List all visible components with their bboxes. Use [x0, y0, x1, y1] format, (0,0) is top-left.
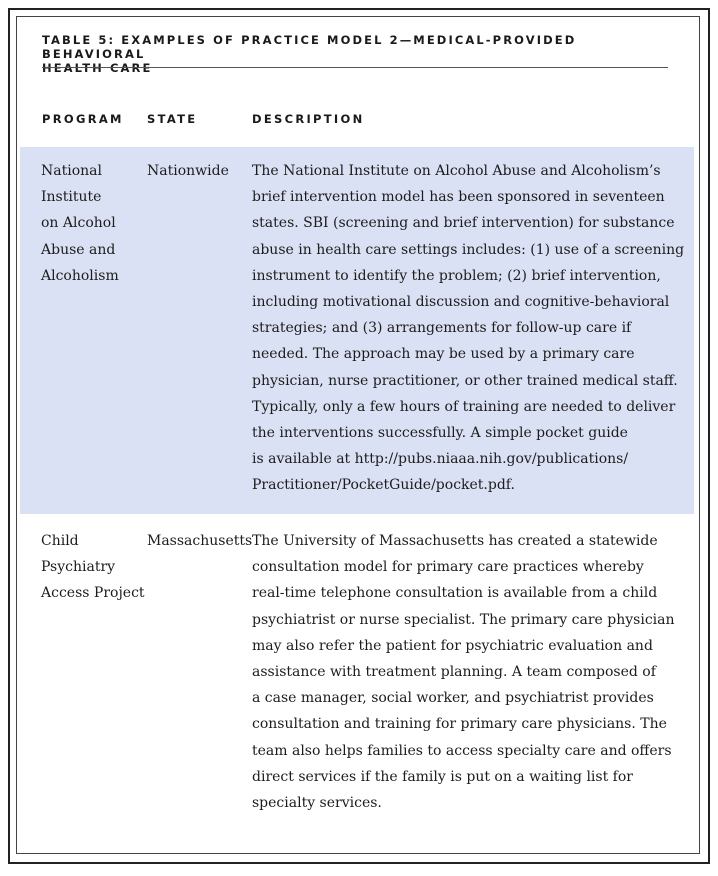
column-header-description: DESCRIPTION — [252, 112, 365, 126]
description-line: direct services if the family is put on a waiting list for — [252, 768, 633, 785]
description-line: assistance with treatment planning. A team composed of — [252, 664, 656, 681]
description-line: specialty services. — [252, 795, 382, 812]
program-line: National — [41, 163, 102, 179]
description-line: instrument to identify the problem; (2) brief intervention, — [252, 267, 661, 284]
description-line: real-time telephone consultation is available from a child — [252, 585, 658, 602]
description-line: including motivational discussion and cognitive-behavioral — [252, 294, 670, 311]
state-value: Nationwide — [147, 163, 229, 179]
description-line: is available at http://pubs.niaaa.nih.gov/publications/ — [252, 451, 629, 468]
description-line: brief intervention model has been sponsored in seventeen — [252, 189, 665, 206]
description-line: needed. The approach may be used by a primary care — [252, 346, 635, 363]
state-value: Massachusetts — [147, 533, 253, 549]
row-2-state — [147, 528, 252, 554]
program-line: Child — [41, 533, 79, 549]
program-line: Alcoholism — [41, 267, 119, 284]
column-header-program: PROGRAM — [42, 112, 124, 126]
program-line: on Alcohol — [41, 215, 116, 232]
row-2-program — [41, 528, 145, 607]
program-line: Access Project — [41, 585, 145, 602]
description-line: consultation model for primary care practices whereby — [252, 559, 644, 576]
description-line: team also helps families to access specialty care and offers — [252, 742, 672, 759]
description-line: Practitioner/PocketGuide/pocket.pdf. — [252, 477, 515, 494]
description-line: psychiatrist or nurse specialist. The primary care physician — [252, 611, 675, 628]
description-line: the interventions successfully. A simple pocket guide — [252, 425, 628, 442]
column-header-state: STATE — [147, 112, 198, 126]
program-line: Psychiatry — [41, 559, 116, 576]
description-line: The National Institute on Alcohol Abuse and Alcoholism’s — [252, 163, 661, 179]
row-1-description — [252, 158, 684, 499]
description-line: Typically, only a few hours of training are needed to deliver — [252, 398, 676, 415]
program-line: Institute — [41, 189, 102, 206]
description-line: abuse in health care settings includes: (1) use of a screening — [252, 241, 685, 258]
table-title-line-2: HEALTH CARE — [42, 61, 153, 75]
description-line: a case manager, social worker, and psychiatrist provides — [252, 690, 654, 707]
row-1-program — [41, 158, 119, 289]
table-title — [42, 33, 672, 75]
row-1-state — [147, 158, 229, 184]
description-line: states. SBI (screening and brief intervention) for substance — [252, 215, 675, 232]
description-line: may also refer the patient for psychiatric evaluation and — [252, 637, 653, 654]
description-line: The University of Massachusetts has created a statewide — [252, 533, 658, 549]
title-divider — [42, 67, 668, 68]
table-title-line-1: TABLE 5: EXAMPLES OF PRACTICE MODEL 2—MEDICAL-PROVIDED BEHAVIORAL — [42, 33, 577, 61]
row-2-description — [252, 528, 675, 816]
description-line: strategies; and (3) arrangements for follow-up care if — [252, 320, 632, 337]
description-line: consultation and training for primary care physicians. The — [252, 716, 667, 733]
program-line: Abuse and — [41, 241, 116, 258]
description-line: physician, nurse practitioner, or other trained medical staff. — [252, 372, 678, 389]
